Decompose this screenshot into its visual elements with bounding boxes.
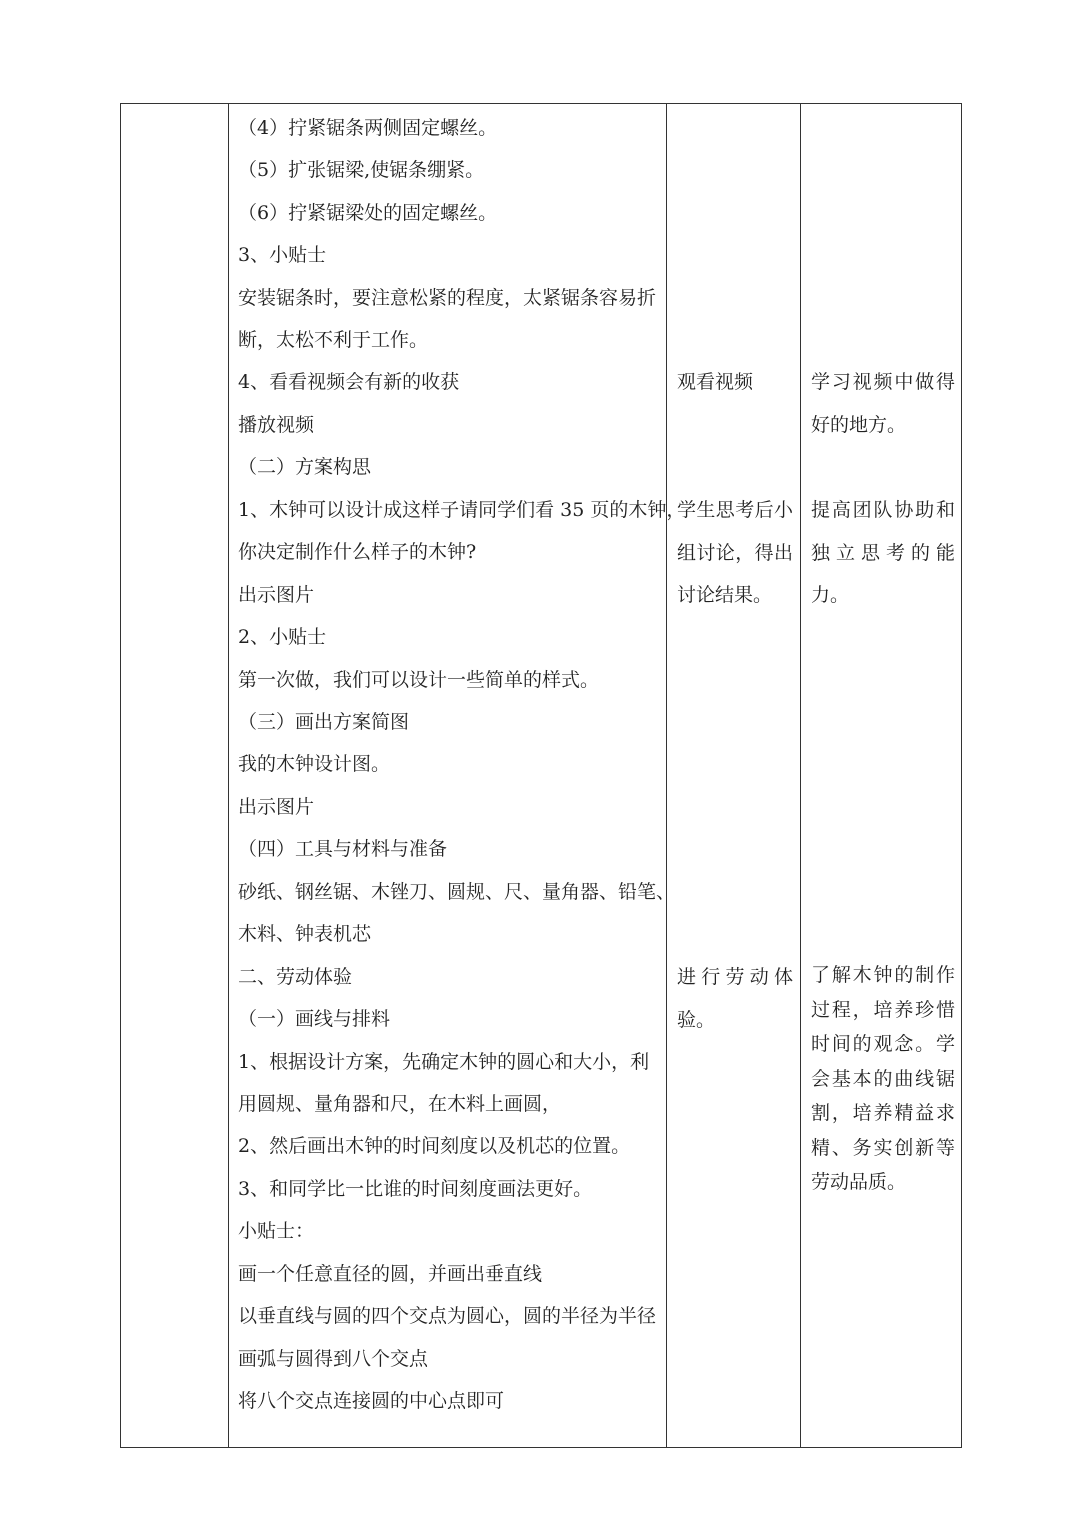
- content-line: 第一次做，我们可以设计一些简单的样式。: [238, 669, 600, 691]
- design-intent-teamwork: 提高团队协助和 独立思考的能 力。: [811, 499, 955, 606]
- content-line: 出示图片: [238, 584, 315, 606]
- content-line: 你决定制作什么样子的木钟?: [238, 541, 477, 563]
- content-line: 2、然后画出木钟的时间刻度以及机芯的位置。: [238, 1135, 631, 1157]
- student-activity-watch: 观看视频: [677, 371, 754, 393]
- content-line: 播放视频: [238, 414, 315, 436]
- content-line: 用圆规、量角器和尺，在木料上画圆，: [238, 1093, 562, 1115]
- content-line: 4、看看视频会有新的收获: [238, 371, 460, 393]
- content-line: （6）拧紧锯梁处的固定螺丝。: [238, 202, 498, 224]
- content-line: （二）方案构思: [238, 456, 372, 478]
- content-line: 我的木钟设计图。: [238, 753, 391, 775]
- content-line: 3、小贴士: [238, 244, 327, 266]
- content-line: 以垂直线与圆的四个交点为圆心，圆的半径为半径: [238, 1305, 657, 1327]
- content-line: 二、劳动体验: [238, 966, 353, 988]
- design-intent-video: 学习视频中做得 好的地方。: [811, 371, 955, 436]
- content-line: （三）画出方案简图: [238, 711, 410, 733]
- content-line: 1、根据设计方案，先确定木钟的圆心和大小，利: [238, 1051, 650, 1073]
- content-line: 小贴士：: [238, 1220, 315, 1242]
- content-line: 画弧与圆得到八个交点: [238, 1348, 429, 1370]
- student-activity-practice: 进行劳动体 验。: [677, 966, 793, 1031]
- student-activity-discuss: 学生思考后小 组讨论，得出 讨论结果。: [677, 499, 793, 606]
- student-activity-column: [667, 104, 801, 1447]
- content-line: 安装锯条时，要注意松紧的程度，太紧锯条容易折: [238, 287, 657, 309]
- stage-column: [121, 104, 228, 1447]
- content-line: （5）扩张锯梁,使锯条绷紧。: [238, 159, 485, 181]
- content-line: （四）工具与材料与准备: [238, 838, 448, 860]
- design-intent-craftsmanship: 了解木钟的制作 过程，培养珍惜 时间的观念。学 会基本的曲线锯 割，培养精益求 精、务实创新等 劳动品质。: [811, 964, 955, 1193]
- content-line: 木料、钟表机芯: [238, 923, 372, 945]
- content-line: 画一个任意直径的圆，并画出垂直线: [238, 1263, 543, 1285]
- content-line: （一）画线与排料: [238, 1008, 391, 1030]
- content-line: 出示图片: [238, 796, 315, 818]
- design-intent-column: [801, 104, 963, 1447]
- content-line: 2、小贴士: [238, 626, 327, 648]
- content-line: 3、和同学比一比谁的时间刻度画法更好。: [238, 1178, 593, 1200]
- content-line: 断，太松不利于工作。: [238, 329, 429, 351]
- lesson-plan-table: [120, 103, 962, 1448]
- content-line: （4）拧紧锯条两侧固定螺丝。: [238, 117, 498, 139]
- content-line: 砂纸、钢丝锯、木锉刀、圆规、尺、量角器、铅笔、: [238, 881, 676, 903]
- content-line: 将八个交点连接圆的中心点即可: [238, 1390, 505, 1412]
- content-line: 1、木钟可以设计成这样子请同学们看 35 页的木钟，: [238, 499, 686, 521]
- teaching-content-column: [228, 104, 686, 1447]
